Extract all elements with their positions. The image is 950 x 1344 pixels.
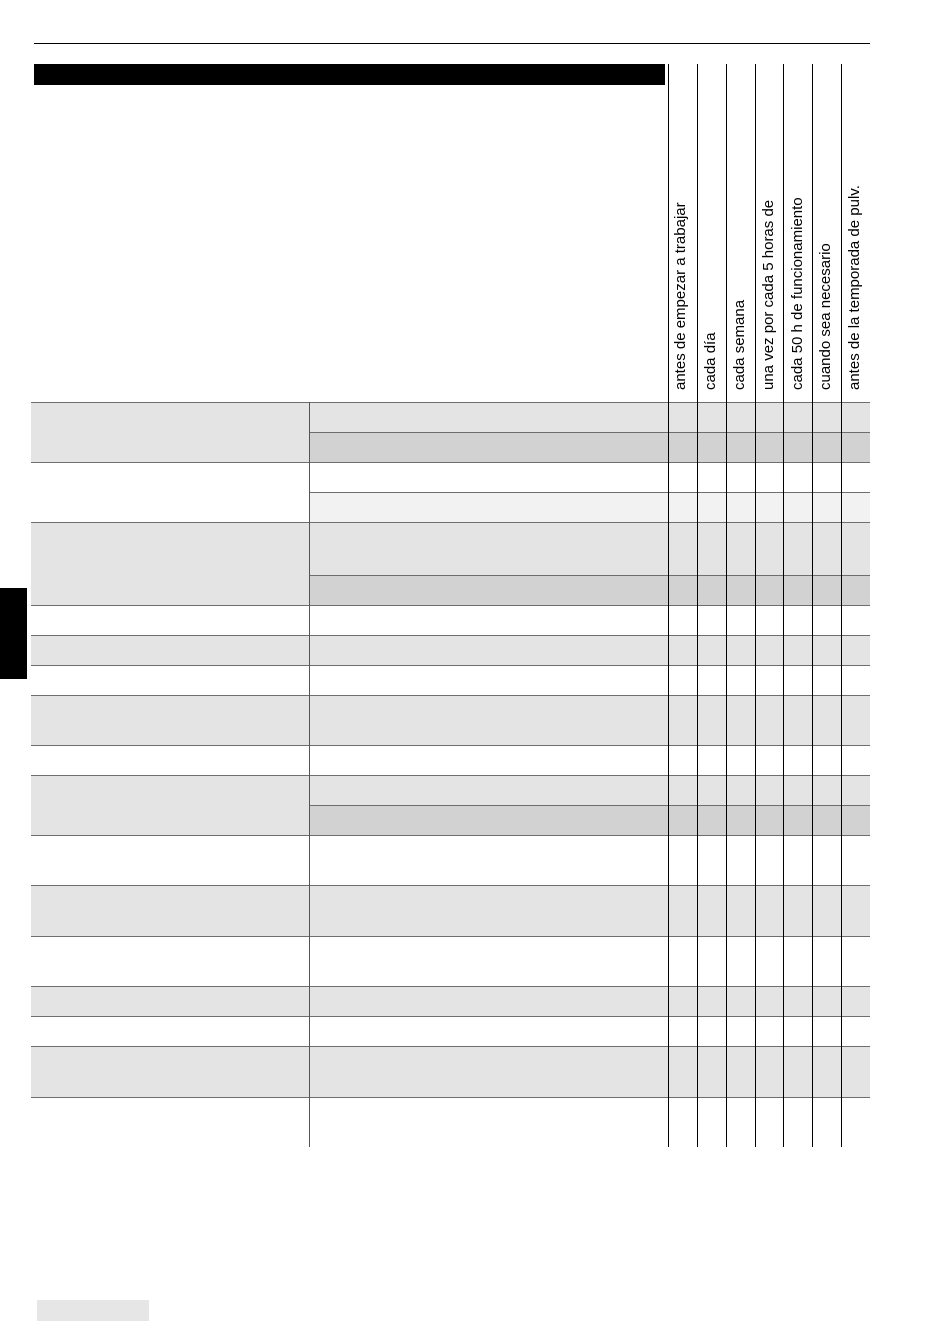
- column-header-as-needed: cuando sea necesario: [817, 243, 834, 390]
- column-header-daily: cada día: [702, 332, 719, 390]
- column-header-every-5-hours: una vez por cada 5 horas de: [760, 199, 777, 390]
- column-header-every-50-hours: cada 50 h de funcionamiento: [789, 197, 806, 390]
- column-header-before-season: antes de la temporada de pulv.: [846, 185, 863, 390]
- column-header-weekly: cada semana: [731, 299, 748, 390]
- column-header-before-work: antes de empezar a trabajar: [672, 202, 689, 390]
- table-row-backgrounds: [31, 402, 870, 1097]
